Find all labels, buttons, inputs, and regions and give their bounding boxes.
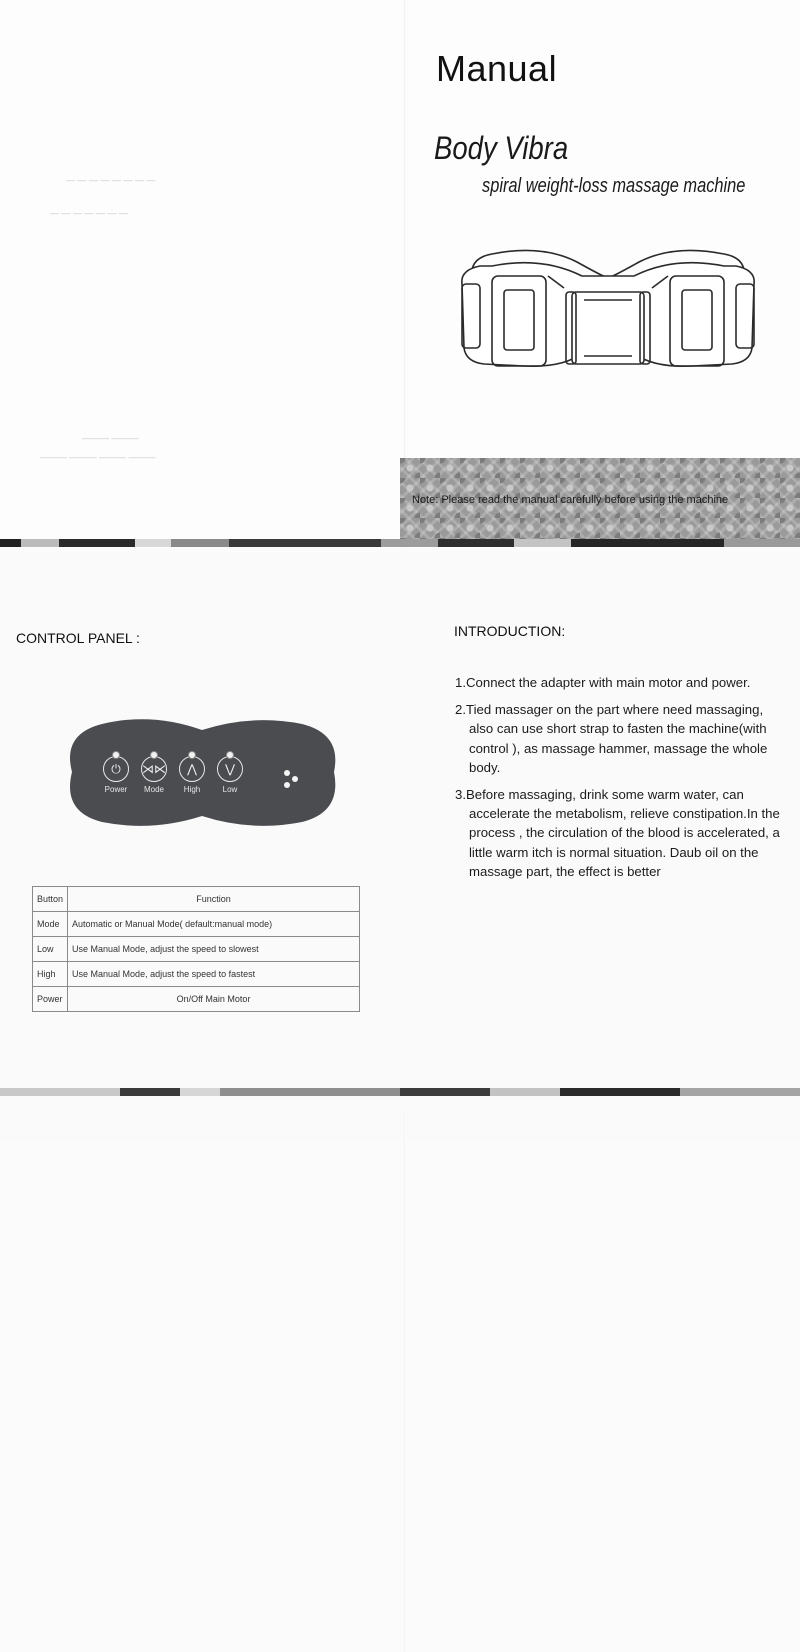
table-row: [33, 987, 360, 1012]
power-button-ring: [103, 756, 129, 782]
control-button-row: [98, 752, 248, 804]
power-button[interactable]: [98, 752, 134, 804]
led-dot: [292, 776, 298, 782]
power-label: Power: [104, 785, 128, 794]
brand-title: Body Vibra: [434, 130, 569, 166]
led-dot: [284, 782, 290, 788]
table-cell: On/Off Main Motor: [68, 987, 360, 1012]
table-cell: Use Manual Mode, adjust the speed to slowest: [68, 937, 360, 962]
bleed-through-text: — — — — — — —: [50, 208, 129, 218]
table-cell: Mode: [33, 912, 68, 937]
table-row: [33, 962, 360, 987]
list-item: 1.Connect the adapter with main motor and power.: [455, 675, 751, 690]
massage-belt-illustration: [452, 236, 764, 386]
table-cell: Power: [33, 987, 68, 1012]
table-row: [33, 937, 360, 962]
high-label: High: [183, 785, 201, 794]
function-table: [32, 886, 360, 1012]
mode-button[interactable]: [136, 752, 172, 804]
control-panel-heading: CONTROL PANEL :: [16, 630, 140, 646]
mode-label: Mode: [143, 785, 164, 794]
list-item: 2.Tied massager on the part where need massaging, also can use short strap to fasten the machine(with control ), as massage hammer, massage the whole body.: [455, 702, 768, 775]
table-header-button: Button: [33, 887, 68, 912]
table-cell: Automatic or Manual Mode( default:manual mode): [68, 912, 360, 937]
low-button-ring: [217, 756, 243, 782]
high-button-ring: [179, 756, 205, 782]
product-subtitle: spiral weight-loss massage machine: [482, 175, 746, 197]
power-icon: ⏻: [111, 762, 121, 776]
table-cell: High: [33, 962, 68, 987]
list-item: 3.Before massaging, drink some warm water, can accelerate the metabolism, relieve constipation.In the process , the circulation of the blood is accelerated, a little warm itch is normal situation. Daub oil on the massage part, the effect is better: [455, 787, 780, 879]
fold-line: [404, 1112, 406, 1652]
mode-button-ring: [141, 756, 167, 782]
up-arrow-icon: ⋀: [187, 762, 197, 776]
introduction-heading: INTRODUCTION:: [454, 623, 566, 639]
introduction-list: [455, 673, 790, 889]
color-strip: [0, 1088, 800, 1096]
low-button[interactable]: [212, 752, 248, 804]
low-label: Low: [222, 785, 238, 794]
cover-page: [0, 0, 800, 548]
high-button[interactable]: [174, 752, 210, 804]
bleed-through-text: — — — — — — — —: [66, 175, 156, 185]
table-cell: Use Manual Mode, adjust the speed to fastest: [68, 962, 360, 987]
manual-title: Manual: [436, 48, 558, 89]
table-header-function: Function: [68, 887, 360, 912]
led-dot: [284, 770, 290, 776]
table-cell: Low: [33, 937, 68, 962]
note-text: Note: Please read the manual carefully before using the machine: [412, 494, 729, 506]
table-row: [33, 912, 360, 937]
mode-icon: ⋊⋉: [142, 762, 166, 776]
indicator-leds: [280, 768, 304, 792]
bleed-through-text: ——— ———: [82, 433, 139, 443]
table-header-row: [33, 887, 360, 912]
color-strip: [0, 539, 800, 547]
bleed-through-text: ——— ——— ——— ———: [40, 452, 156, 462]
down-arrow-icon: ⋁: [225, 762, 235, 776]
